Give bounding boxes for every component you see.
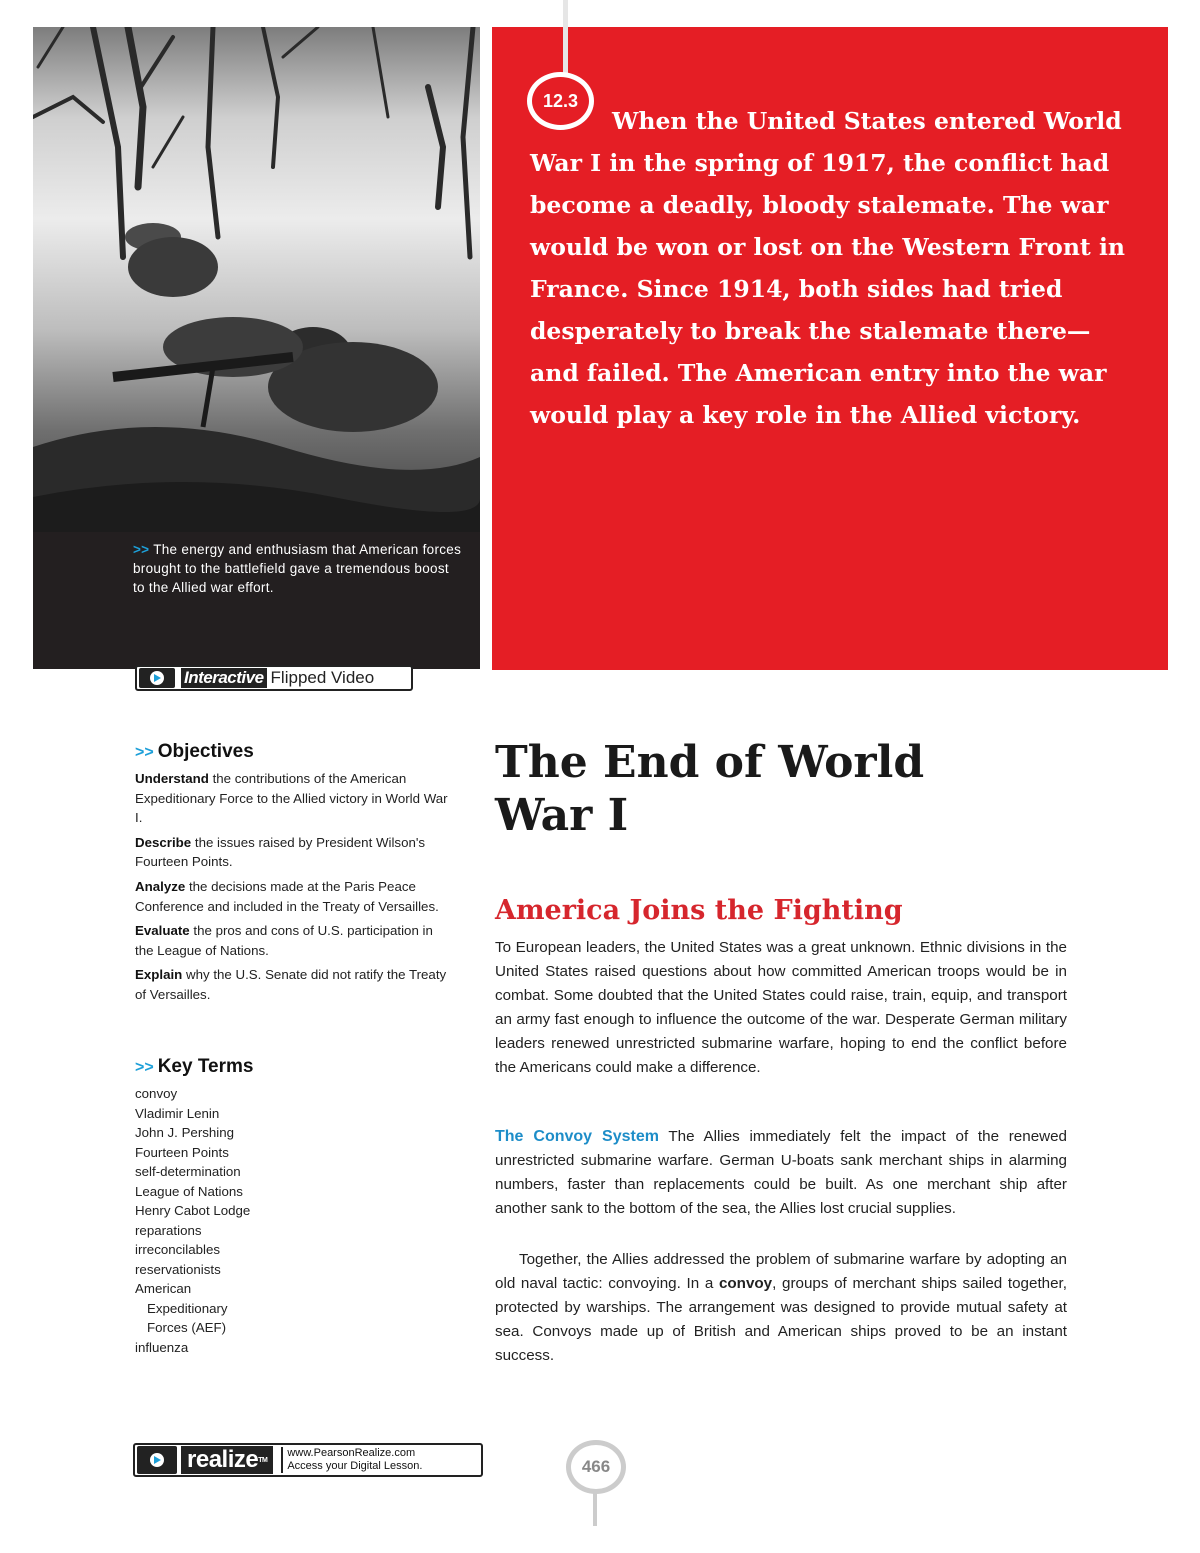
key-term-convoy: convoy [718, 1275, 773, 1292]
key-term: John J. Pershing [135, 1125, 235, 1140]
battlefield-photo-art [33, 27, 480, 532]
photo-caption [133, 540, 463, 597]
caption-chevron-icon: >> [133, 542, 150, 557]
convoy-system-heading: The Convoy System [495, 1128, 659, 1145]
key-term: Vladimir Lenin [135, 1105, 220, 1121]
body-paragraph: To European leaders, the United States was a great unknown. Ethnic divisions in the United States raised questions about how committed American troops would be in combat. Some doubted that the United States could raise, train, equip, and transport an army fast enough to influence the outcome of the war. Desperate German military leaders renewed unrestricted submarine warfare, hoping to end the conflict before the Americans could make a difference. [495, 939, 1067, 1076]
play-icon [139, 668, 175, 688]
intro-text-block [530, 100, 1130, 436]
play-icon [137, 1446, 177, 1474]
body-paragraph: The Convoy System The Allies immediately felt the impact of the renewed unrestricted submarine warfare. German U-boats sank merchant ships in alarming numbers, faster than replacements could be built. As one merchant ship after another sank to the bottom of the sea, the Allies lost crucial supplies. [495, 1128, 1067, 1217]
key-term: convoy [135, 1086, 178, 1101]
body-paragraph: Together, the Allies addressed the problem of submarine warfare by adopting an old naval tactic: convoying. In a convoy, groups of merchant ships sailed together, protected by warships. The arrangement was designed to provide mutual safety at sea. Convoys made up of British and American ships proved to be an instant success. [495, 1251, 1067, 1364]
realize-url: www.PearsonRealize.com [287, 1447, 416, 1459]
key-terms-list [135, 1084, 335, 1357]
objectives-chevron-icon: >> [135, 744, 154, 761]
key-term: irreconcilables [135, 1242, 220, 1257]
objectives-list [135, 769, 455, 1010]
pearson-realize-link[interactable] [133, 1443, 483, 1477]
objective-item: Understand the contributions of the American Expeditionary Force to the Allied victory in World War I. [135, 771, 448, 826]
objective-item: Analyze the decisions made at the Paris Peace Conference and included in the Treaty of Versailles. [135, 878, 439, 914]
key-term: reparations [135, 1222, 202, 1238]
page-title: The End of World War I [495, 737, 925, 841]
objective-item: Describe the issues raised by President Wilson's Fourteen Points. [135, 834, 426, 870]
realize-link-text [281, 1447, 422, 1473]
objectives-heading: >> Objectives [135, 741, 254, 762]
key-term: Expeditionary [147, 1300, 228, 1316]
key-terms-chevron-icon: >> [135, 1059, 154, 1076]
realize-logo: realize TM [181, 1446, 273, 1474]
key-term: influenza [135, 1339, 189, 1355]
objective-item: Evaluate the pros and cons of U.S. participation in the League of Nations. [135, 923, 433, 958]
key-term: League of Nations [135, 1183, 243, 1199]
key-term: Forces (AEF) [147, 1320, 227, 1335]
photo-caption-text: The energy and enthusiasm that American forces brought to the battlefield gave a tremendous boost to the Allied war effort. [133, 542, 462, 595]
key-term: Henry Cabot Lodge [135, 1203, 251, 1218]
section-marker-line [563, 0, 568, 80]
intro-text: When the United States entered World War I in the spring of 1917, the conflict had become a deadly, bloody stalemate. The war would be won or lost on the Western Front in France. Since 1914, both sides had tried desperately to break the stalemate there—and failed. The American entry into the war would play a key role in the Allied victory. [530, 107, 1125, 429]
interactive-label: Interactive [181, 668, 267, 688]
key-term: Fourteen Points [135, 1144, 229, 1160]
key-term: American [135, 1281, 192, 1296]
realize-tagline: Access your Digital Lesson. [287, 1460, 423, 1472]
objective-item: Explain why the U.S. Senate did not ratify the Treaty of Versailles. [135, 967, 447, 1002]
photo-caption-box [33, 532, 480, 669]
key-term: reservationists [135, 1261, 221, 1277]
section-heading: America Joins the Fighting [495, 895, 903, 926]
key-term: self-determination [135, 1164, 241, 1179]
flipped-video-button[interactable] [135, 665, 413, 691]
section-number-badge: 12.3 [527, 72, 594, 130]
flipped-video-label: Flipped Video [270, 668, 375, 687]
battlefield-photo [33, 27, 480, 532]
key-terms-heading: >> Key Terms [135, 1056, 254, 1077]
page-number: 466 [566, 1440, 626, 1494]
